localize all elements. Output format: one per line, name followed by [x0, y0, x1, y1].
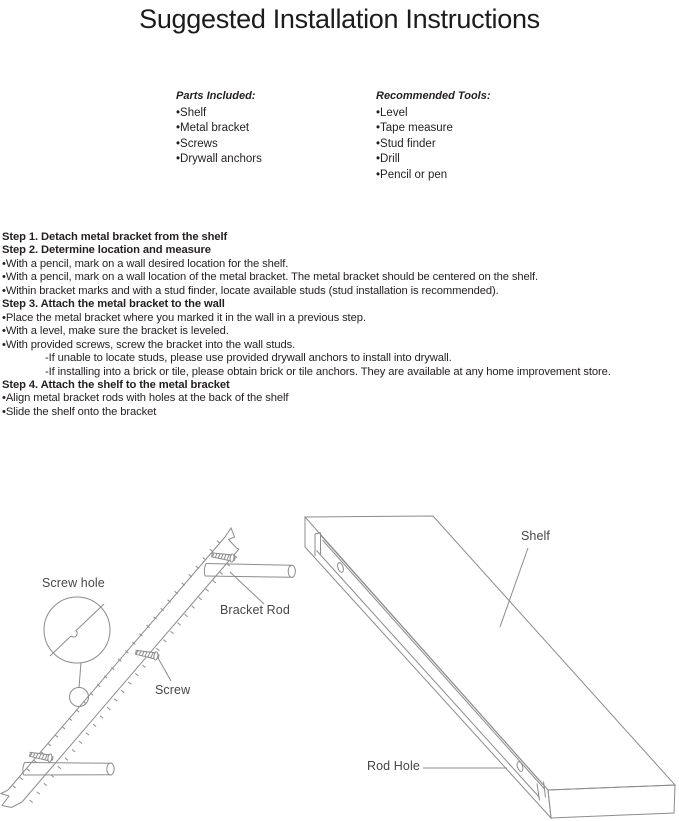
shelf-drawing [305, 516, 675, 818]
step-3-bullet: •With provided screws, screw the bracket into the wall studs. [2, 338, 296, 351]
bracket-break-top [225, 528, 239, 549]
list-item: •Drill [376, 153, 400, 166]
bracket-break-bottom [1, 790, 22, 808]
step-1-heading: Step 1. Detach metal bracket from the shelf [2, 231, 228, 243]
screw-drawing-top [211, 551, 235, 563]
step-4-bullet: •Align metal bracket rods with holes at the back of the shelf [2, 392, 289, 405]
bracket-screw-holes [30, 555, 237, 803]
step-3-bullet: •With a level, make sure the bracket is leveled. [2, 325, 229, 338]
bracket-rod-label: Bracket Rod [220, 603, 290, 617]
metal-bracket-drawing [1, 528, 239, 808]
screw-drawing-middle [135, 648, 159, 660]
step-4-bullet: •Slide the shelf onto the bracket [2, 405, 157, 418]
shelf-end-face [548, 785, 675, 818]
step-2-bullet: •With a pencil, mark on a wall location of the metal bracket. The metal bracket should be centered on the shelf. [2, 271, 539, 284]
list-item: •Drywall anchors [176, 153, 262, 166]
step-4-heading: Step 4. Attach the shelf to the metal bracket [2, 378, 230, 391]
diagram-drawing [0, 480, 679, 821]
step-3-subnote: -If installing into a brick or tile, please obtain brick or tile anchors. They are available at any home improvement store. [45, 365, 611, 378]
list-item: •Metal bracket [176, 122, 250, 135]
installation-diagram [0, 480, 679, 821]
step-3-bullet: •Place the metal bracket where you marked it in the wall in a previous step. [2, 311, 366, 324]
list-item: •Shelf [176, 106, 207, 119]
parts-heading: Parts Included: [176, 90, 256, 102]
step-2-heading: Step 2. Determine location and measure [2, 244, 211, 257]
shelf-groove [315, 533, 546, 801]
list-item: •Tape measure [376, 122, 453, 135]
tools-heading: Recommended Tools: [376, 90, 491, 102]
screw-label: Screw [155, 683, 191, 697]
step-2-bullet: •With a pencil, mark on a wall desired location for the shelf. [2, 257, 289, 270]
step-3-subnote: -If unable to locate studs, please use provided drywall anchors to install into drywall. [45, 352, 452, 365]
shelf-label: Shelf [521, 529, 550, 543]
parts-included-list [176, 89, 262, 168]
list-item: •Stud finder [376, 137, 436, 150]
page-title: Suggested Installation Instructions [139, 4, 540, 34]
installation-steps [2, 231, 679, 419]
shelf-leader-line [500, 548, 528, 627]
bracket-rod-top [204, 564, 295, 578]
step-3-heading: Step 3. Attach the metal bracket to the wall [2, 298, 225, 311]
screw-leader-line [158, 658, 171, 681]
list-item: •Pencil or pen [376, 168, 448, 181]
recommended-tools-list [376, 89, 491, 184]
screw-hole-magnifier [44, 597, 110, 707]
bracket-rod-bottom [23, 763, 114, 776]
list-item: •Level [376, 106, 408, 119]
shelf-top-face [305, 516, 675, 790]
rod-hole-label: Rod Hole [367, 759, 420, 773]
list-item: •Screws [176, 137, 218, 150]
step-2-bullet: •Within bracket marks and with a stud finder, locate available studs (stud installation is recommended). [2, 284, 499, 297]
screw-hole-label: Screw hole [42, 576, 105, 590]
